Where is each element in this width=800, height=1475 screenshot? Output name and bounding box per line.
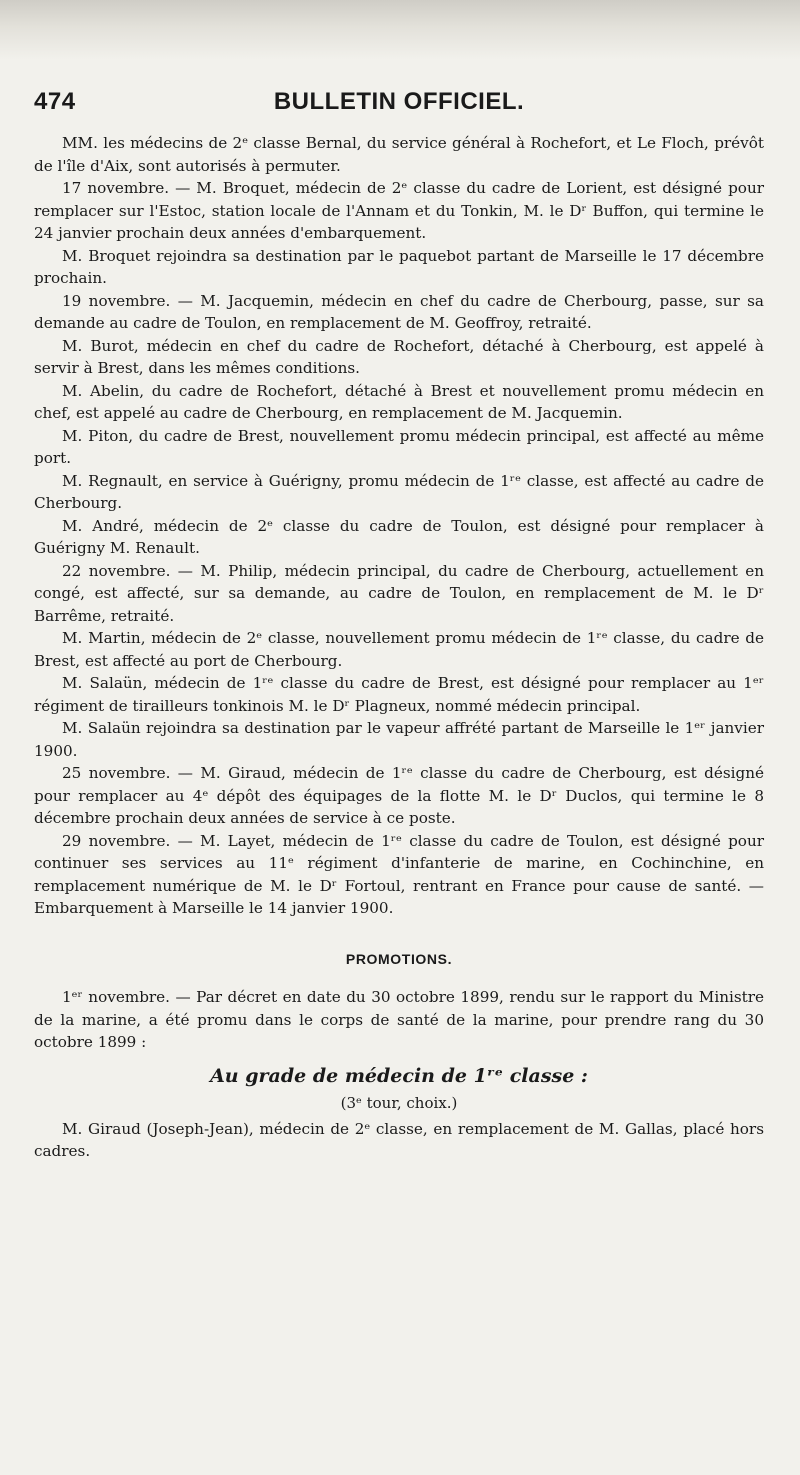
paragraph: M. Regnault, en service à Guérigny, promu médecin de 1ʳᵉ classe, est affecté au cadre de Cherbourg. — [34, 471, 764, 512]
paragraph: M. Broquet rejoindra sa destination par le paquebot partant de Marseille le 17 décembre prochain. — [34, 246, 764, 287]
paragraph: M. Burot, médecin en chef du cadre de Rochefort, détaché à Cherbourg, est appelé à servir à Brest, dans les mêmes conditions. — [34, 336, 764, 377]
paragraph: 17 novembre. — M. Broquet, médecin de 2ᵉ classe du cadre de Lorient, est désigné pour remplacer sur l'Estoc, station locale de l'Annam et du Tonkin, M. le Dʳ Buffon, qui termine le 24 janvier prochain deux années d'embarquement. — [34, 179, 764, 242]
promotions-intro: 1ᵉʳ novembre. — Par décret en date du 30 octobre 1899, rendu sur le rapport du Ministre de la marine, a été promu dans le corps de santé de la marine, pour prendre rang du 30 octobre 1899 : — [34, 988, 764, 1051]
paragraph: MM. les médecins de 2ᵉ classe Bernal, du service général à Rochefort, et Le Floch, prévôt de l'île d'Aix, sont autorisés à permuter. — [34, 134, 764, 175]
document-page — [34, 88, 764, 1163]
paragraph: M. Abelin, du cadre de Rochefort, détaché à Brest et nouvellement promu médecin en chef, est appelé au cadre de Cherbourg, en remplacement de M. Jacquemin. — [34, 381, 764, 422]
running-title: BULLETIN OFFICIEL. — [273, 88, 525, 115]
paragraph: M. André, médecin de 2ᵉ classe du cadre de Toulon, est désigné pour remplacer à Guérigny M. Renault. — [34, 516, 764, 557]
promotions-heading: PROMOTIONS. — [345, 950, 453, 967]
paragraph: 29 novembre. — M. Layet, médecin de 1ʳᵉ classe du cadre de Toulon, est désigné pour continuer ses services au 11ᵉ régiment d'infanterie de marine, en Cochinchine, en remplacement numérique de M. le Dʳ Fortoul, rentrant en France pour cause de santé. — Embarquement à Marseille le 14 janvier 1900. — [34, 831, 764, 917]
body-text — [34, 132, 764, 1163]
paragraph: M. Martin, médecin de 2ᵉ classe, nouvellement promu médecin de 1ʳᵉ classe, du cadre de Brest, est affecté au port de Cherbourg. — [34, 629, 764, 670]
paragraph: M. Salaün, médecin de 1ʳᵉ classe du cadre de Brest, est désigné pour remplacer au 1ᵉʳ régiment de tirailleurs tonkinois M. le Dʳ Plagneux, nommé médecin principal. — [34, 674, 764, 715]
paragraph: 19 novembre. — M. Jacquemin, médecin en chef du cadre de Cherbourg, passe, sur sa demande au cadre de Toulon, en remplacement de M. Geoffroy, retraité. — [34, 291, 764, 332]
paragraph: 22 novembre. — M. Philip, médecin principal, du cadre de Cherbourg, actuellement en congé, est affecté, sur sa demande, au cadre de Toulon, en remplacement de M. le Dʳ Barrême, retraité. — [34, 561, 764, 625]
grade-heading: Au grade de médecin de 1ʳᵉ classe : — [210, 1064, 588, 1087]
paragraph: M. Salaün rejoindra sa destination par le vapeur affrété partant de Marseille le 1ᵉʳ janvier 1900. — [34, 719, 764, 760]
page-header — [34, 88, 764, 128]
promotion-entry: M. Giraud (Joseph-Jean), médecin de 2ᵉ classe, en remplacement de M. Gallas, placé hors cadres. — [34, 1119, 764, 1160]
paragraph: 25 novembre. — M. Giraud, médecin de 1ʳᵉ classe du cadre de Cherbourg, est désigné pour remplacer au 4ᵉ dépôt des équipages de la flotte M. le Dʳ Duclos, qui termine le 8 décembre prochain deux années de service à ce poste. — [34, 764, 764, 827]
paragraph: M. Piton, du cadre de Brest, nouvellement promu médecin principal, est affecté au même port. — [34, 426, 764, 467]
page-top-edge — [0, 0, 800, 60]
grade-subheading: (3ᵉ tour, choix.) — [340, 1093, 458, 1112]
page-number: 474 — [34, 88, 76, 115]
